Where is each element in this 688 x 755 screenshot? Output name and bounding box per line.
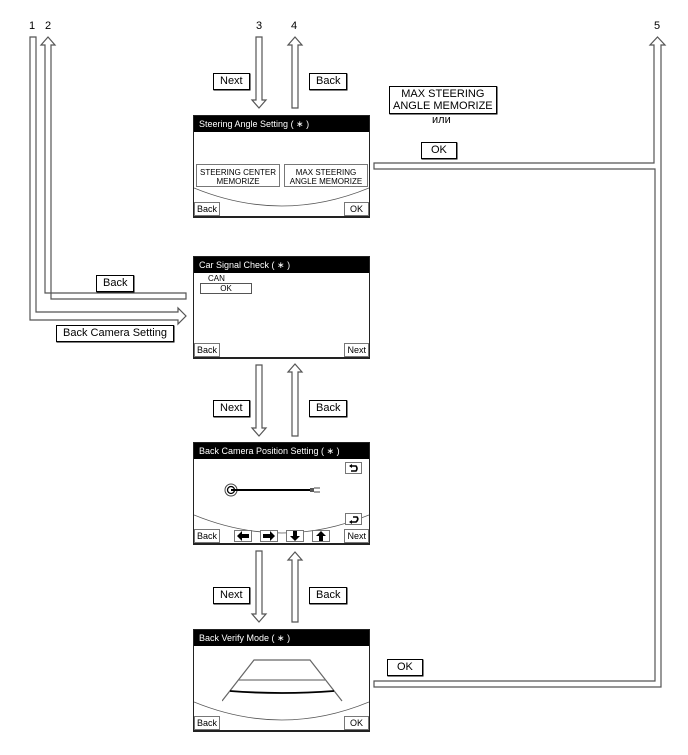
flow-number-3: 3: [256, 20, 263, 32]
rotate-counterclockwise-icon[interactable]: [345, 462, 362, 474]
back-camera-position-setting-screen: [193, 442, 370, 545]
flow-number-4: 4: [291, 20, 298, 32]
screen-title: Steering Angle Setting ( ∗ ): [194, 116, 369, 132]
button-line1: MAX STEERING: [295, 168, 357, 177]
next-label-top: Next: [213, 73, 250, 90]
back-label-bottom: Back: [309, 587, 347, 604]
can-status: OK: [200, 283, 252, 294]
back-button[interactable]: Back: [194, 343, 220, 357]
ok-button[interactable]: OK: [344, 202, 369, 216]
back-label-top: Back: [309, 73, 347, 90]
car-signal-check-screen: [193, 256, 370, 359]
ok-label-steering: OK: [421, 142, 457, 159]
back-button[interactable]: Back: [194, 202, 220, 216]
rotate-clockwise-icon[interactable]: [345, 513, 362, 525]
max-steering-line1: MAX STEERING: [401, 88, 485, 100]
camera-guide-line-icon: [224, 483, 324, 497]
button-line1: STEERING CENTER: [199, 168, 276, 177]
next-label-bottom: Next: [213, 587, 250, 604]
ok-button[interactable]: OK: [344, 716, 369, 730]
right-arrow-icon[interactable]: [260, 530, 278, 542]
flow-arrow-next-2: [252, 551, 266, 622]
ok-label-verify: OK: [387, 659, 423, 676]
flow-arrow-3: [252, 37, 266, 108]
screen-title: Back Verify Mode ( ∗ ): [194, 630, 369, 646]
screen-title: Car Signal Check ( ∗ ): [194, 257, 369, 273]
parking-guide-lines-icon: [222, 658, 344, 703]
flow-arrow-5: [374, 37, 665, 687]
flow-number-1: 1: [29, 20, 36, 32]
left-arrow-icon[interactable]: [234, 530, 252, 542]
screen-title: Back Camera Position Setting ( ∗ ): [194, 443, 369, 459]
back-verify-mode-screen: [193, 629, 370, 732]
next-button[interactable]: Next: [344, 343, 369, 357]
flow-number-2: 2: [45, 20, 52, 32]
screen-curve: [194, 503, 369, 543]
flow-arrow-back-1: [288, 364, 302, 436]
max-steering-angle-memorize-label: [389, 86, 497, 114]
back-label-mid: Back: [309, 400, 347, 417]
flow-arrow-2: [41, 37, 186, 299]
steering-center-memorize-button[interactable]: [196, 164, 280, 187]
up-arrow-icon[interactable]: [312, 530, 330, 542]
button-line2: MEMORIZE: [216, 177, 260, 186]
or-text: или: [432, 114, 451, 126]
back-button[interactable]: Back: [194, 716, 220, 730]
back-camera-setting-label: Back Camera Setting: [56, 325, 174, 342]
next-button[interactable]: Next: [344, 529, 369, 543]
flow-arrow-4: [288, 37, 302, 108]
can-label: CAN: [208, 274, 225, 283]
button-line2: ANGLE MEMORIZE: [289, 177, 363, 186]
steering-angle-setting-screen: [193, 115, 370, 218]
flow-number-5: 5: [654, 20, 661, 32]
down-arrow-icon[interactable]: [286, 530, 304, 542]
max-steering-line2: ANGLE MEMORIZE: [393, 100, 493, 112]
back-button[interactable]: Back: [194, 529, 220, 543]
back-label-left: Back: [96, 275, 134, 292]
max-steering-angle-memorize-button[interactable]: [284, 164, 368, 187]
flow-arrow-next-1: [252, 365, 266, 436]
next-label-mid: Next: [213, 400, 250, 417]
flow-arrow-back-2: [288, 552, 302, 622]
